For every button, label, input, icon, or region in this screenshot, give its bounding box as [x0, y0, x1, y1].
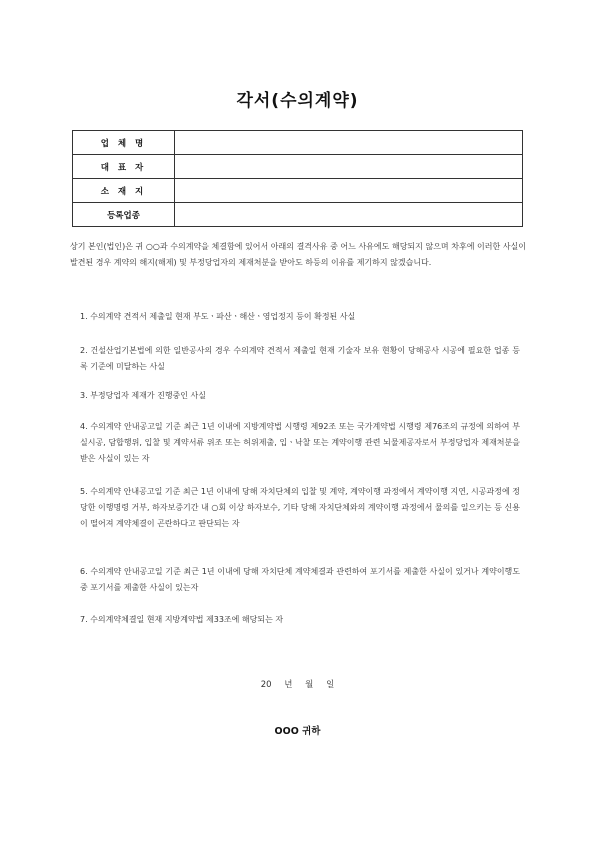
representative-field[interactable] — [175, 155, 523, 179]
recipient: OOO 귀하 — [274, 726, 321, 737]
table-row — [73, 131, 523, 155]
date-line: 20 년 월 일 — [260, 680, 335, 690]
list-item: 1. 수의계약 견적서 제출일 현재 부도ㆍ파산ㆍ해산ㆍ영업정지 등이 확정된 사실 — [80, 312, 356, 321]
list-item: 7. 수의계약체결일 현재 지방계약법 제33조에 해당되는 자 — [80, 615, 284, 624]
list-item: 4. 수의계약 안내공고일 기준 최근 1년 이내에 지방계약법 시행령 제92조 또는 국가계약법 시행령 제76조의 규정에 의하여 부실시공, 담합행위, 입찰 및 계약서류 위조 또는 허위제출, 입ㆍ낙찰 또는 계약이행 관련 뇌물제공자로서 부정당업자 제재처분을 받은 사실이 있는 자 — [80, 422, 520, 463]
business-type-label: 등록업종 — [73, 203, 175, 227]
address-field[interactable] — [175, 179, 523, 203]
list-item: 6. 수의계약 안내공고일 기준 최근 1년 이내에 당해 자치단체 계약체결과 관련하여 포기서를 제출한 사실이 있거나 계약이행도중 포기서를 제출한 사실이 있는자 — [80, 567, 520, 592]
table-row — [73, 179, 523, 203]
company-name-label: 업 체 명 — [73, 131, 175, 155]
list-item: 5. 수의계약 안내공고일 기준 최근 1년 이내에 당해 자치단체의 입찰 및 계약, 계약이행 과정에서 계약이행 지연, 시공과정에 정당한 이행명령 거부, 하자보증기간 내 ○회 이상 하자보수, 기타 당해 자치단체와의 계약이행 과정에서 물의를 일으키는 등 신용이 떨어져 계약체결이 곤란하다고 판단되는 자 — [80, 487, 520, 528]
business-type-field[interactable] — [175, 203, 523, 227]
list-item: 2. 건설산업기본법에 의한 일반공사의 경우 수의계약 견적서 제출일 현재 기술자 보유 현황이 당해공사 시공에 필요한 업종 등록 기준에 미달하는 사실 — [80, 346, 520, 371]
document-title: 각서(수의계약) — [236, 91, 359, 111]
company-name-field[interactable] — [175, 131, 523, 155]
representative-label: 대 표 자 — [73, 155, 175, 179]
table-row — [73, 155, 523, 179]
list-item: 3. 부정당업자 제재가 진행중인 사실 — [80, 391, 206, 400]
company-info-table — [72, 130, 523, 227]
address-label: 소 재 지 — [73, 179, 175, 203]
intro-paragraph: 상기 본인(법인)은 귀 ○○과 수의계약을 체결함에 있어서 아래의 결격사유 중 어느 사유에도 해당되지 않으며 차후에 이러한 사실이 발견된 경우 계약의 해지(해제) 및 부정당업자의 제재처분을 받아도 하등의 이유를 제기하지 않겠습니다. — [70, 242, 526, 267]
table-row — [73, 203, 523, 227]
